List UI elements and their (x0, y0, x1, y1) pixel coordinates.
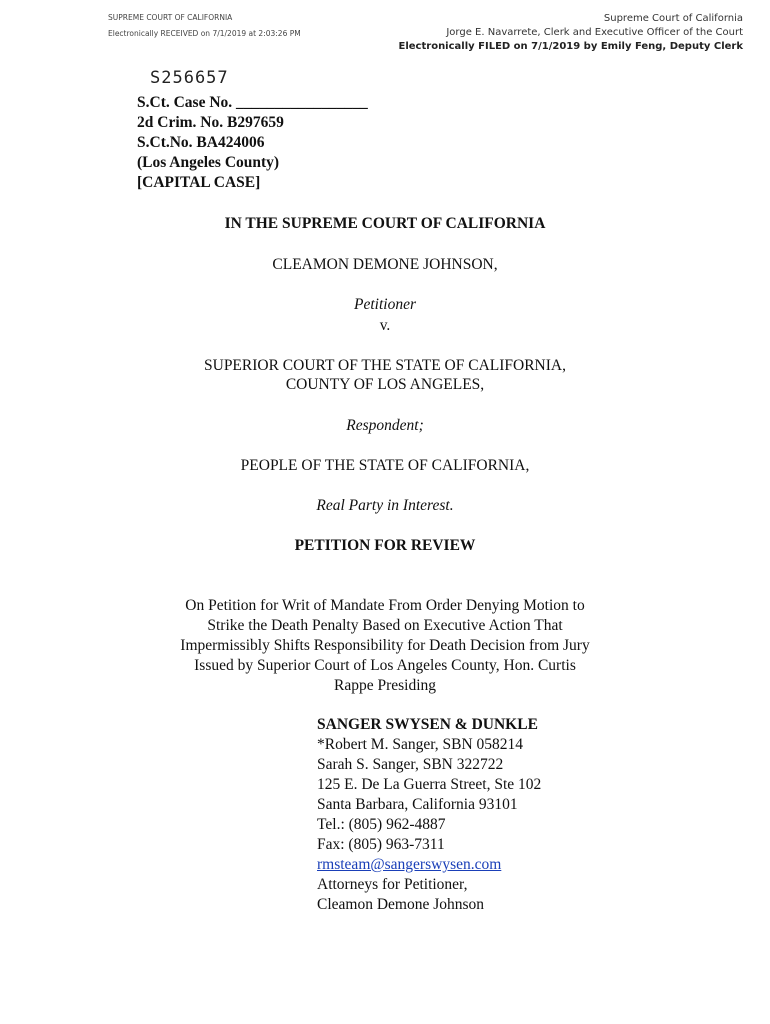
respondent-role: Respondent; (346, 417, 424, 434)
received-stamp (108, 14, 301, 45)
counsel-block (317, 715, 541, 915)
filed-stamp-clerk: Jorge E. Navarrete, Clerk and Executive Officer of the Court (446, 27, 743, 38)
client-name: Cleamon Demone Johnson (317, 896, 485, 913)
versus: v. (379, 317, 391, 334)
firm-fax: Fax: (805) 963-7311 (317, 836, 445, 853)
firm-city-address: Santa Barbara, California 93101 (317, 796, 518, 813)
filed-stamp-court: Supreme Court of California (603, 13, 743, 24)
firm-telephone: Tel.: (805) 962-4887 (317, 816, 446, 833)
caption-county: (Los Angeles County) (137, 154, 280, 171)
received-stamp-court: SUPREME COURT OF CALIFORNIA (108, 13, 233, 22)
document-title: PETITION FOR REVIEW (294, 537, 476, 554)
filed-stamp-date: Electronically FILED on 7/1/2019 by Emily Feng, Deputy Clerk (398, 41, 743, 52)
respondent-name-line2: COUNTY OF LOS ANGELES, (285, 376, 485, 393)
filed-stamp (399, 14, 743, 56)
firm-email-link[interactable]: rmsteam@sangerswysen.com (317, 856, 502, 873)
description-line: Rappe Presiding (333, 677, 437, 694)
caption-capital-case: [CAPITAL CASE] (137, 174, 261, 191)
court-heading: IN THE SUPREME COURT OF CALIFORNIA (224, 215, 546, 232)
caption-sct-no: S.Ct.No. BA424006 (137, 134, 265, 151)
description-line: Impermissibly Shifts Responsibility for Death Decision from Jury (180, 637, 590, 654)
firm-street-address: 125 E. De La Guerra Street, Ste 102 (317, 776, 542, 793)
real-party-name: PEOPLE OF THE STATE OF CALIFORNIA, (240, 457, 530, 474)
attorney-sarah-sanger: Sarah S. Sanger, SBN 322722 (317, 756, 504, 773)
petitioner-role: Petitioner (354, 296, 416, 313)
description-line: Strike the Death Penalty Based on Executive Action That (207, 617, 563, 634)
attorneys-for-label: Attorneys for Petitioner, (317, 876, 468, 893)
caption-crim-no: 2d Crim. No. B297659 (137, 114, 284, 131)
real-party-role: Real Party in Interest. (316, 497, 454, 514)
case-caption (137, 93, 368, 193)
received-stamp-date: Electronically RECEIVED on 7/1/2019 at 2:03:26 PM (108, 28, 301, 38)
handwritten-case-number: S256657 (150, 68, 229, 88)
attorney-robert-sanger: *Robert M. Sanger, SBN 058214 (317, 736, 524, 753)
description-line: On Petition for Writ of Mandate From Order Denying Motion to (185, 597, 585, 614)
caption-sct-case-no: S.Ct. Case No. _________________ (137, 94, 368, 111)
law-firm-name: SANGER SWYSEN & DUNKLE (317, 716, 538, 733)
respondent-name-line1: SUPERIOR COURT OF THE STATE OF CALIFORNIA, (204, 357, 566, 374)
description-line: Issued by Superior Court of Los Angeles County, Hon. Curtis (194, 657, 576, 674)
petitioner-name: CLEAMON DEMONE JOHNSON, (272, 256, 498, 273)
